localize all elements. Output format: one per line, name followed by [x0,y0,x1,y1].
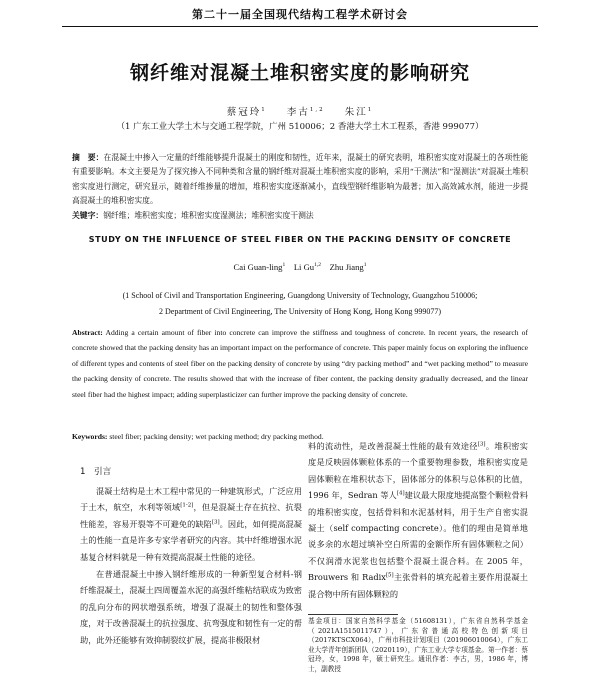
author-cn-1: 蔡冠玲 [226,107,262,118]
intro-p1-text: 混凝土结构是土木工程中常见的一种建筑形式，广泛应用于土木，航空，水利等领域 [80,485,302,513]
title-en: STUDY ON THE INFLUENCE OF STEEL FIBER ON THE PACKING DENSITY OF CONCRETE [88,235,512,244]
abstract-cn-text: 在混凝土中掺入一定量的纤维能够提升混凝土的刚度和韧性，近年来，混凝土的研究表明，堆积密实度对混凝土的各项性能有重要影响。本文主要是为了探究掺入不同种类和含量的钢纤维对混凝土堆积密实度的影响，采用“干测法”和“湿测法”对混凝土堆积密实度进行测定，研究显示，随着纤维掺量的增加，堆积密实度逐渐减小，直线型钢纤维影响为最著；加入高效减水剂，能进一步提高混凝土的堆积密实度。 [72,153,528,205]
right-p1-text-d: 主张骨料的填充起着主要作用混凝土混合物中所有固体颗粒的 [308,572,528,599]
right-p1-text: 料的流动性，是改善混凝土性能的最有效途径 [308,441,478,451]
keywords-cn [72,210,528,222]
right-p1-text-b: 。堆积密实度是反映固体颗粒体系的一个重要物理参数，堆积密实度是固体颗粒在堆积状态下，固体部分的体积与总体积的比值，1996 年，Sedran 等人 [308,441,528,501]
header-rule [62,26,538,27]
keywords-cn-text: 钢纤维；堆积密实度；堆积密实度湿测法；堆积密实度干测法 [103,211,314,220]
intro-paragraph-1 [80,483,302,566]
ref-5[interactable]: [5] [385,572,394,579]
affiliation-en [40,288,560,320]
footnote: 基金项目：国家自然科学基金（51608131），广东省自然科学基金（2021A1515011747），广东省普通高校特色创新项目（2017KTSCX064），广州市科技计划项目（201906010064），广东工业大学青年创新团队（2020119），广东工业大学专项基金。第一作者：蔡冠玲，女，1998 年，硕士研究生。通讯作者：李古，男，1986 年，博士，副教授 [308,617,528,673]
abstract-cn [72,151,528,208]
authors-cn [0,104,600,118]
intro-p1-text-b: ，但是混凝土存在抗拉、抗裂性能差，容易开裂等不可避免的缺陷 [80,502,302,529]
author-cn-3: 朱江 [344,107,368,118]
abstract-en [72,325,528,402]
author-en-1-sup: 1 [282,262,286,269]
author-en-3-sup: 1 [363,262,367,269]
affiliation-en-line-1: (1 School of Civil and Transportation Engineering, Guangdong University of Technology, Guangzhou 510006; [122,291,478,300]
author-cn-2: 李古 [286,107,310,118]
author-en-2: Li Gu [293,262,315,272]
body-column-left [80,464,302,649]
abstract-cn-label: 摘 要： [72,153,104,162]
abstract-en-text: Adding a certain amount of fiber into concrete can improve the stiffness and toughness of concrete. In recent years, the research of concrete showed that the packing density has an important impact on the performance of concrete. This paper mainly focus on exploring the influence of different types and contents of steel fiber on the packing density of concrete by using “dry packing method” and “wet packing method” to measure the packing density of concrete. The results showed that with the increase of fiber content, the packing density gradually decreased, and the linear steel fiber had the highest impact; adding superplasticizer can further improve the packing density of concrete. [72,328,528,399]
ref-4[interactable]: [4] [396,490,405,497]
authors-en [0,262,600,272]
abstract-en-label: Abstract: [72,328,103,337]
section-heading: 1 引言 [80,467,112,477]
right-paragraph [308,438,528,602]
ref-1-2[interactable]: [1-2] [180,502,194,509]
author-cn-1-sup: 1 [261,106,267,113]
author-en-1: Cai Guan-ling [233,262,283,272]
footnote-rule [308,614,398,615]
author-en-3: Zhu Jiang [329,262,364,272]
author-en-2-sup: 1,2 [314,262,321,269]
right-p1-text-c: 建议最大限度地提高整个颗粒骨料的堆积密实度，包括骨料和水泥基材料，用于生产自密实混凝土（self compacting concrete）。他们的理由是简单地说多余的水超过填补空白所需的金额作所有固体颗粒之间）不仅润滑水泥浆也包括整个混凝土混合料。在 2005 年，Brouwers 和 Radix [308,490,528,583]
affiliation-en-line-2: 2 Department of Civil Engineering, The University of Hong Kong, Hong Kong 999077) [158,307,442,316]
ref-3[interactable]: [3] [211,519,220,526]
keywords-cn-label: 关键字： [72,211,104,220]
body-column-right [308,438,528,602]
ref-3b[interactable]: [3] [477,441,486,448]
title-cn: 钢纤维对混凝土堆积密实度的影响研究 [129,62,470,84]
intro-paragraph-2: 在普通混凝土中掺入钢纤维形成的一种新型复合材料-钢纤维混凝土，混凝土四周覆盖水泥的高强纤维粘结联成为致密的乱向分布的网状增强系统，增强了混凝土的韧性和整体强度，对于改善混凝土的抗拉强度、抗弯强度和韧性有一定的帮助，此外还能够有效抑制裂纹扩展，提高非极限材 [80,568,302,645]
author-cn-3-sup: 1 [367,106,374,113]
keywords-en-text: steel fiber; packing density; wet packing method; dry packing method. [109,432,324,441]
conference-header: 第二十一届全国现代结构工程学术研讨会 [192,8,408,21]
author-cn-2-sup: 1,2 [309,106,325,113]
affiliation-cn: （1 广东工业大学土木与交通工程学院，广州 510006；2 香港大学土木工程系，香港 999077） [116,122,484,132]
intro-p1-text-c: 。因此，如何提高混凝土的性能一直是许多专家学者研究的内容。其中纤维增强水泥基复合材料就是一种有效提高混凝土性能的途径。 [80,518,302,562]
keywords-en-label: Keywords: [72,432,108,441]
